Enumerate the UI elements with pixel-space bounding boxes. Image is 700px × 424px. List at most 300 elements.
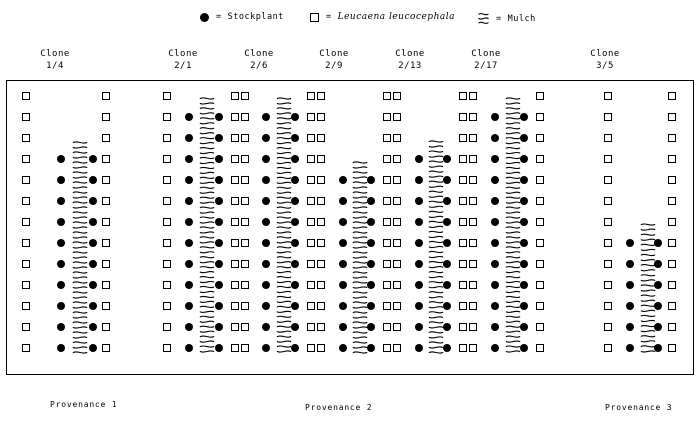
leucaena-marker (604, 323, 612, 331)
stockplant-marker (520, 239, 528, 247)
leucaena-marker (393, 197, 401, 205)
stockplant-marker (654, 323, 662, 331)
mulch-strip (72, 140, 88, 355)
legend-equals: = (496, 13, 502, 24)
clone-label-line2: 2/6 (250, 61, 268, 71)
leucaena-marker (307, 155, 315, 163)
stockplant-marker (443, 239, 451, 247)
leucaena-marker (383, 281, 391, 289)
leucaena-marker (22, 281, 30, 289)
stockplant-marker (520, 302, 528, 310)
leucaena-marker (469, 92, 477, 100)
stockplant-marker (654, 302, 662, 310)
leucaena-marker (241, 260, 249, 268)
stockplant-marker (57, 323, 65, 331)
leucaena-marker (241, 218, 249, 226)
leucaena-marker (163, 218, 171, 226)
leucaena-marker (383, 323, 391, 331)
provenance-label: Provenance 1 (50, 400, 118, 409)
leucaena-marker (317, 92, 325, 100)
leucaena-marker (22, 302, 30, 310)
leucaena-marker (668, 302, 676, 310)
stockplant-marker (367, 260, 375, 268)
clone-label-line1: Clone (244, 49, 274, 59)
provenance-label: Provenance 2 (305, 403, 373, 412)
stockplant-marker (443, 281, 451, 289)
stockplant-marker (262, 323, 270, 331)
stockplant-marker (215, 239, 223, 247)
leucaena-marker (604, 239, 612, 247)
leucaena-marker (241, 134, 249, 142)
leucaena-marker (668, 281, 676, 289)
leucaena-marker (241, 92, 249, 100)
leucaena-marker (383, 113, 391, 121)
leucaena-marker (459, 323, 467, 331)
stockplant-marker (339, 218, 347, 226)
stockplant-marker (291, 281, 299, 289)
leucaena-marker (469, 302, 477, 310)
legend-label: Leucaena leucocephala (337, 12, 455, 22)
leucaena-marker (307, 323, 315, 331)
stockplant-marker (520, 218, 528, 226)
stockplant-marker (491, 323, 499, 331)
stockplant-marker (89, 281, 97, 289)
leucaena-marker (393, 260, 401, 268)
leucaena-marker (241, 155, 249, 163)
stockplant-marker (367, 239, 375, 247)
leucaena-marker (231, 323, 239, 331)
stockplant-marker (57, 218, 65, 226)
stockplant-marker (215, 344, 223, 352)
mulch-strip (199, 96, 215, 354)
leucaena-marker (668, 134, 676, 142)
stockplant-marker (491, 197, 499, 205)
stockplant-marker (491, 239, 499, 247)
legend-equals: = (326, 12, 332, 22)
stockplant-marker (262, 239, 270, 247)
leucaena-marker (469, 218, 477, 226)
leucaena-marker (383, 218, 391, 226)
leucaena-marker (317, 302, 325, 310)
leucaena-marker (163, 134, 171, 142)
stockplant-marker (57, 239, 65, 247)
stockplant-marker (89, 176, 97, 184)
leucaena-marker (102, 197, 110, 205)
leucaena-marker (241, 323, 249, 331)
leucaena-marker (393, 176, 401, 184)
mulch-strip (352, 160, 368, 355)
leucaena-marker (22, 176, 30, 184)
stockplant-marker (415, 239, 423, 247)
leucaena-marker (383, 134, 391, 142)
leucaena-marker (383, 344, 391, 352)
stockplant-marker (215, 218, 223, 226)
leucaena-marker (668, 176, 676, 184)
leucaena-marker (393, 218, 401, 226)
stockplant-marker (520, 260, 528, 268)
leucaena-marker (469, 176, 477, 184)
leucaena-marker (604, 302, 612, 310)
legend-item (200, 12, 284, 22)
stockplant-marker (339, 197, 347, 205)
leucaena-marker (383, 302, 391, 310)
stockplant-marker (339, 260, 347, 268)
leucaena-marker (536, 134, 544, 142)
leucaena-marker (536, 302, 544, 310)
stockplant-dot-icon (200, 13, 209, 22)
leucaena-marker (22, 260, 30, 268)
stockplant-marker (215, 197, 223, 205)
leucaena-marker (668, 197, 676, 205)
stockplant-marker (654, 281, 662, 289)
leucaena-marker (102, 113, 110, 121)
legend-item (478, 12, 536, 25)
leucaena-marker (102, 281, 110, 289)
stockplant-marker (626, 239, 634, 247)
leucaena-marker (231, 92, 239, 100)
stockplant-marker (339, 344, 347, 352)
leucaena-marker (536, 218, 544, 226)
stockplant-marker (491, 176, 499, 184)
stockplant-marker (57, 302, 65, 310)
stockplant-marker (443, 218, 451, 226)
leucaena-marker (231, 176, 239, 184)
leucaena-marker (163, 197, 171, 205)
stockplant-marker (262, 176, 270, 184)
leucaena-marker (604, 113, 612, 121)
stockplant-marker (367, 302, 375, 310)
legend-label: Mulch (507, 13, 536, 24)
stockplant-marker (291, 134, 299, 142)
mulch-strip (276, 96, 292, 354)
leucaena-marker (307, 113, 315, 121)
leucaena-marker (231, 218, 239, 226)
leucaena-marker (22, 134, 30, 142)
clone-label-line2: 2/9 (325, 61, 343, 71)
stockplant-marker (415, 176, 423, 184)
stockplant-marker (185, 176, 193, 184)
leucaena-marker (536, 281, 544, 289)
leucaena-marker (469, 134, 477, 142)
leucaena-marker (536, 239, 544, 247)
leucaena-marker (307, 239, 315, 247)
stockplant-marker (215, 260, 223, 268)
stockplant-marker (89, 260, 97, 268)
leucaena-marker (102, 134, 110, 142)
leucaena-marker (231, 155, 239, 163)
leucaena-marker (469, 260, 477, 268)
leucaena-marker (22, 155, 30, 163)
leucaena-marker (102, 323, 110, 331)
stockplant-marker (339, 239, 347, 247)
clone-label (451, 48, 521, 72)
stockplant-marker (415, 260, 423, 268)
leucaena-marker (393, 113, 401, 121)
leucaena-marker (102, 176, 110, 184)
leucaena-marker (469, 113, 477, 121)
stockplant-marker (443, 197, 451, 205)
stockplant-marker (89, 218, 97, 226)
stockplant-marker (443, 260, 451, 268)
leucaena-marker (469, 155, 477, 163)
leucaena-marker (22, 344, 30, 352)
leucaena-marker (459, 176, 467, 184)
stockplant-marker (415, 155, 423, 163)
mulch-icon (478, 12, 489, 25)
leucaena-marker (383, 239, 391, 247)
leucaena-marker (393, 134, 401, 142)
stockplant-marker (491, 155, 499, 163)
stockplant-marker (415, 218, 423, 226)
stockplant-marker (443, 323, 451, 331)
stockplant-marker (215, 176, 223, 184)
stockplant-marker (415, 197, 423, 205)
stockplant-marker (89, 323, 97, 331)
clone-label-line1: Clone (471, 49, 501, 59)
leucaena-marker (307, 134, 315, 142)
stockplant-marker (443, 176, 451, 184)
stockplant-marker (57, 176, 65, 184)
stockplant-marker (262, 302, 270, 310)
stockplant-marker (57, 260, 65, 268)
stockplant-marker (291, 260, 299, 268)
stockplant-marker (57, 281, 65, 289)
stockplant-marker (262, 197, 270, 205)
leucaena-marker (668, 260, 676, 268)
leucaena-marker (459, 113, 467, 121)
leucaena-marker (469, 344, 477, 352)
stockplant-marker (491, 134, 499, 142)
leucaena-marker (241, 344, 249, 352)
legend-item (310, 12, 455, 22)
leucaena-marker (317, 176, 325, 184)
stockplant-marker (291, 239, 299, 247)
stockplant-marker (520, 155, 528, 163)
leucaena-marker (102, 302, 110, 310)
leucaena-marker (163, 113, 171, 121)
stockplant-marker (339, 302, 347, 310)
leucaena-marker (604, 197, 612, 205)
leucaena-marker (668, 323, 676, 331)
leucaena-marker (469, 239, 477, 247)
clone-label-line2: 2/1 (174, 61, 192, 71)
leucaena-marker (383, 197, 391, 205)
stockplant-marker (654, 260, 662, 268)
leucaena-marker (668, 239, 676, 247)
leucaena-marker (536, 176, 544, 184)
stockplant-marker (215, 113, 223, 121)
leucaena-marker (393, 281, 401, 289)
clone-label (148, 48, 218, 72)
leucaena-marker (231, 344, 239, 352)
stockplant-marker (262, 113, 270, 121)
stockplant-marker (491, 218, 499, 226)
leucaena-marker (317, 197, 325, 205)
provenance-label: Provenance 3 (605, 403, 673, 412)
stockplant-marker (339, 323, 347, 331)
stockplant-marker (262, 281, 270, 289)
stockplant-marker (491, 344, 499, 352)
leucaena-marker (231, 134, 239, 142)
stockplant-marker (262, 218, 270, 226)
stockplant-marker (262, 134, 270, 142)
stockplant-marker (520, 134, 528, 142)
leucaena-square-icon (310, 13, 319, 22)
leucaena-marker (102, 218, 110, 226)
stockplant-marker (291, 176, 299, 184)
leucaena-marker (307, 344, 315, 352)
leucaena-marker (604, 218, 612, 226)
leucaena-marker (22, 239, 30, 247)
mulch-strip (428, 139, 444, 355)
stockplant-marker (291, 113, 299, 121)
leucaena-marker (163, 281, 171, 289)
leucaena-marker (307, 218, 315, 226)
stockplant-marker (415, 344, 423, 352)
leucaena-marker (102, 239, 110, 247)
leucaena-marker (459, 260, 467, 268)
stockplant-marker (291, 302, 299, 310)
leucaena-marker (22, 197, 30, 205)
stockplant-marker (654, 239, 662, 247)
leucaena-marker (102, 92, 110, 100)
leucaena-marker (102, 344, 110, 352)
stockplant-marker (215, 155, 223, 163)
stockplant-marker (57, 344, 65, 352)
leucaena-marker (22, 92, 30, 100)
stockplant-marker (291, 197, 299, 205)
stockplant-marker (520, 197, 528, 205)
leucaena-marker (459, 344, 467, 352)
stockplant-marker (215, 281, 223, 289)
stockplant-marker (626, 260, 634, 268)
legend-equals: = (216, 12, 222, 22)
stockplant-marker (520, 281, 528, 289)
leucaena-marker (668, 92, 676, 100)
stockplant-marker (491, 281, 499, 289)
stockplant-marker (367, 197, 375, 205)
leucaena-marker (393, 239, 401, 247)
stockplant-marker (367, 176, 375, 184)
leucaena-marker (231, 302, 239, 310)
leucaena-marker (163, 176, 171, 184)
stockplant-marker (415, 323, 423, 331)
leucaena-marker (163, 239, 171, 247)
stockplant-marker (89, 239, 97, 247)
leucaena-marker (163, 344, 171, 352)
leucaena-marker (22, 218, 30, 226)
leucaena-marker (459, 218, 467, 226)
leucaena-marker (22, 323, 30, 331)
stockplant-marker (367, 323, 375, 331)
clone-label (299, 48, 369, 72)
leucaena-marker (231, 113, 239, 121)
leucaena-marker (459, 197, 467, 205)
leucaena-marker (668, 113, 676, 121)
clone-label-line1: Clone (395, 49, 425, 59)
leucaena-marker (317, 218, 325, 226)
stockplant-marker (339, 281, 347, 289)
stockplant-marker (185, 323, 193, 331)
leucaena-marker (393, 92, 401, 100)
stockplant-marker (367, 281, 375, 289)
leucaena-marker (604, 155, 612, 163)
leucaena-marker (469, 323, 477, 331)
leucaena-marker (317, 260, 325, 268)
leucaena-marker (393, 323, 401, 331)
clone-label-line2: 2/17 (474, 61, 498, 71)
stockplant-marker (185, 134, 193, 142)
leucaena-marker (536, 113, 544, 121)
stockplant-marker (443, 155, 451, 163)
stockplant-marker (185, 302, 193, 310)
leucaena-marker (317, 239, 325, 247)
leucaena-marker (317, 134, 325, 142)
clone-label (570, 48, 640, 72)
leucaena-marker (536, 260, 544, 268)
stockplant-marker (185, 260, 193, 268)
stockplant-marker (491, 260, 499, 268)
stockplant-marker (520, 323, 528, 331)
leucaena-marker (668, 218, 676, 226)
stockplant-marker (626, 281, 634, 289)
leucaena-marker (469, 197, 477, 205)
leucaena-marker (307, 281, 315, 289)
clone-label (224, 48, 294, 72)
leucaena-marker (163, 92, 171, 100)
stockplant-marker (185, 344, 193, 352)
leucaena-marker (317, 344, 325, 352)
leucaena-marker (307, 92, 315, 100)
stockplant-marker (185, 155, 193, 163)
leucaena-marker (163, 260, 171, 268)
mulch-strip (505, 96, 521, 354)
stockplant-marker (626, 323, 634, 331)
leucaena-marker (536, 323, 544, 331)
leucaena-marker (241, 113, 249, 121)
leucaena-marker (231, 197, 239, 205)
leucaena-marker (307, 197, 315, 205)
leucaena-marker (604, 344, 612, 352)
stockplant-marker (520, 176, 528, 184)
stockplant-marker (443, 302, 451, 310)
leucaena-marker (459, 134, 467, 142)
stockplant-marker (491, 113, 499, 121)
clone-label-line2: 2/13 (398, 61, 422, 71)
leucaena-marker (241, 239, 249, 247)
leucaena-marker (231, 239, 239, 247)
leucaena-marker (393, 302, 401, 310)
stockplant-marker (185, 218, 193, 226)
leucaena-marker (317, 155, 325, 163)
leucaena-marker (241, 302, 249, 310)
stockplant-marker (520, 113, 528, 121)
leucaena-marker (668, 155, 676, 163)
leucaena-marker (459, 92, 467, 100)
clone-label-line1: Clone (319, 49, 349, 59)
stockplant-marker (185, 281, 193, 289)
stockplant-marker (89, 344, 97, 352)
stockplant-marker (262, 155, 270, 163)
stockplant-marker (291, 344, 299, 352)
stockplant-marker (89, 302, 97, 310)
stockplant-marker (89, 197, 97, 205)
leucaena-marker (604, 134, 612, 142)
stockplant-marker (185, 239, 193, 247)
stockplant-marker (185, 197, 193, 205)
stockplant-marker (215, 323, 223, 331)
leucaena-marker (231, 281, 239, 289)
